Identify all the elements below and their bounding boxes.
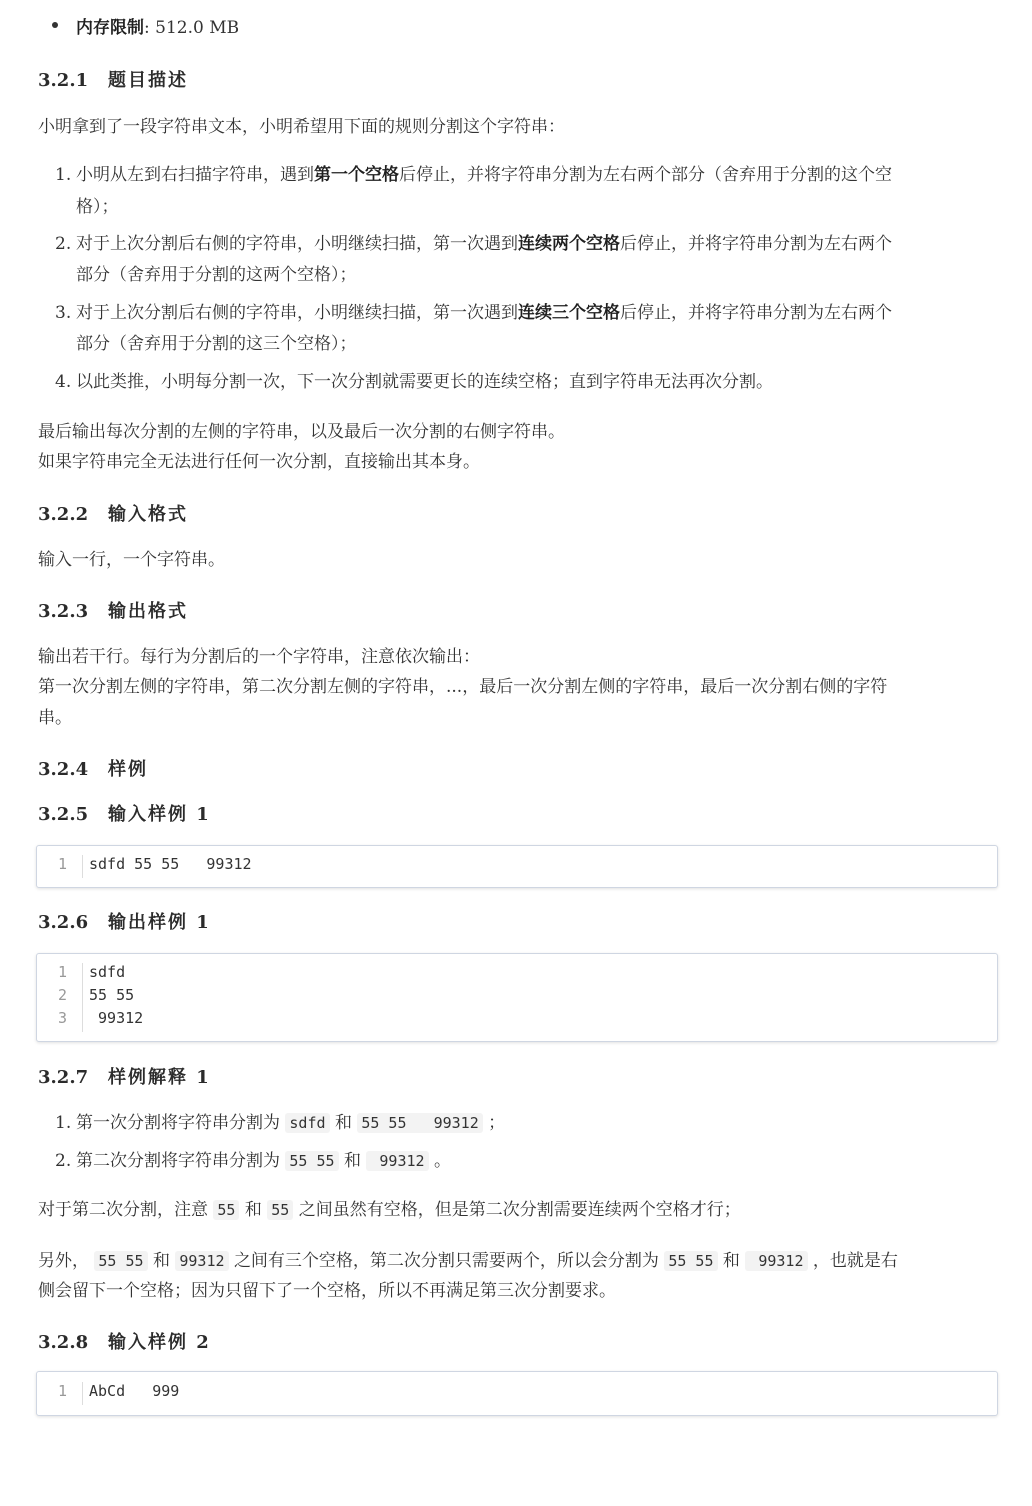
- code-line: [37, 1009, 997, 1032]
- code-text: sdfd 55 55 99312: [89, 855, 252, 873]
- section-heading-sample-input-2: 3.2.8 输入样例 2: [38, 1332, 211, 1353]
- section-heading-samples: 3.2.4 样例: [38, 759, 148, 780]
- rule-item-2: 2. 对于上次分割后右侧的字符串，小明继续扫描，第一次遇到连续两个空格后停止，并将字符串分割为左右两个: [55, 234, 892, 254]
- memory-limit-value: 512.0 MB: [155, 18, 240, 38]
- code-text: AbCd 999: [89, 1382, 180, 1400]
- memory-limit: 内存限制: 512.0 MB: [76, 18, 240, 38]
- rule-item-3: 3. 对于上次分割后右侧的字符串，小明继续扫描，第一次遇到连续三个空格后停止，并将字符串分割为左右两个: [55, 303, 892, 323]
- section-heading-description: 3.2.1 题目描述: [38, 70, 188, 91]
- rule-item-4: 4. 以此类推，小明每分割一次，下一次分割就需要更长的连续空格；直到字符串无法再次分割。: [55, 372, 773, 392]
- code-block-sample-input-1[interactable]: [36, 845, 998, 888]
- note-paragraph-2: 另外， 55 55 和 99312 之间有三个空格，第二次分割只需要两个，所以会分割为 55 55 和 99312 ，也就是右: [38, 1251, 898, 1271]
- code-line: [37, 855, 997, 878]
- line-number: 2: [57, 986, 67, 1004]
- code-text: sdfd: [89, 963, 126, 981]
- section-heading-input-format: 3.2.2 输入格式: [38, 504, 188, 525]
- rule-item-1: 1. 小明从左到右扫描字符串，遇到第一个空格后停止，并将字符串分割为左右两个部分（舍弃用于分割的这个空: [55, 165, 892, 185]
- note-paragraph-1: 对于第二次分割，注意 55 和 55 之间虽然有空格，但是第二次分割需要连续两个空格才行；: [38, 1200, 741, 1220]
- code-block-sample-input-2[interactable]: [36, 1371, 998, 1416]
- description-output-2: 如果字符串完全无法进行任何一次分割，直接输出其本身。: [38, 452, 480, 472]
- input-format-text: 输入一行，一个字符串。: [38, 550, 225, 570]
- rule-item-3-cont: 部分（舍弃用于分割的这三个空格）；: [76, 334, 357, 354]
- memory-limit-label: 内存限制: [76, 18, 144, 38]
- explanation-item-2: 2. 第二次分割将字符串分割为 55 55 和 99312 。: [55, 1151, 451, 1171]
- line-number: 3: [57, 1009, 67, 1027]
- rule-item-2-cont: 部分（舍弃用于分割的这两个空格）；: [76, 265, 357, 285]
- section-heading-sample-output-1: 3.2.6 输出样例 1: [38, 912, 211, 933]
- rule-item-1-cont: 格）；: [76, 197, 119, 217]
- section-heading-output-format: 3.2.3 输出格式: [38, 601, 188, 622]
- line-number: 1: [57, 1382, 67, 1400]
- description-output-1: 最后输出每次分割的左侧的字符串，以及最后一次分割的右侧字符串。: [38, 422, 565, 442]
- bullet-dot: [52, 22, 58, 28]
- explanation-item-1: 1. 第一次分割将字符串分割为 sdfd 和 55 55 99312 ；: [55, 1113, 506, 1133]
- code-text: 55 55: [89, 986, 135, 1004]
- line-number: 1: [57, 963, 67, 981]
- line-number: 1: [57, 855, 67, 873]
- output-format-line-1: 输出若干行。每行为分割后的一个字符串，注意依次输出：: [38, 647, 480, 667]
- section-heading-sample-input-1: 3.2.5 输入样例 1: [38, 804, 211, 825]
- code-line: [37, 1382, 997, 1405]
- description-intro: 小明拿到了一段字符串文本，小明希望用下面的规则分割这个字符串：: [38, 117, 565, 137]
- code-line: [37, 986, 997, 1009]
- code-block-sample-output-1[interactable]: [36, 953, 998, 1042]
- code-line: [37, 963, 997, 986]
- output-format-line-2: 第一次分割左侧的字符串，第二次分割左侧的字符串，...，最后一次分割左侧的字符串，最后一次分割右侧的字符: [38, 677, 888, 697]
- code-text: 99312: [89, 1009, 144, 1027]
- section-heading-sample-explanation-1: 3.2.7 样例解释 1: [38, 1067, 211, 1088]
- note-paragraph-2-cont: 侧会留下一个空格；因为只留下了一个空格，所以不再满足第三次分割要求。: [38, 1281, 616, 1301]
- output-format-line-3: 串。: [38, 708, 72, 728]
